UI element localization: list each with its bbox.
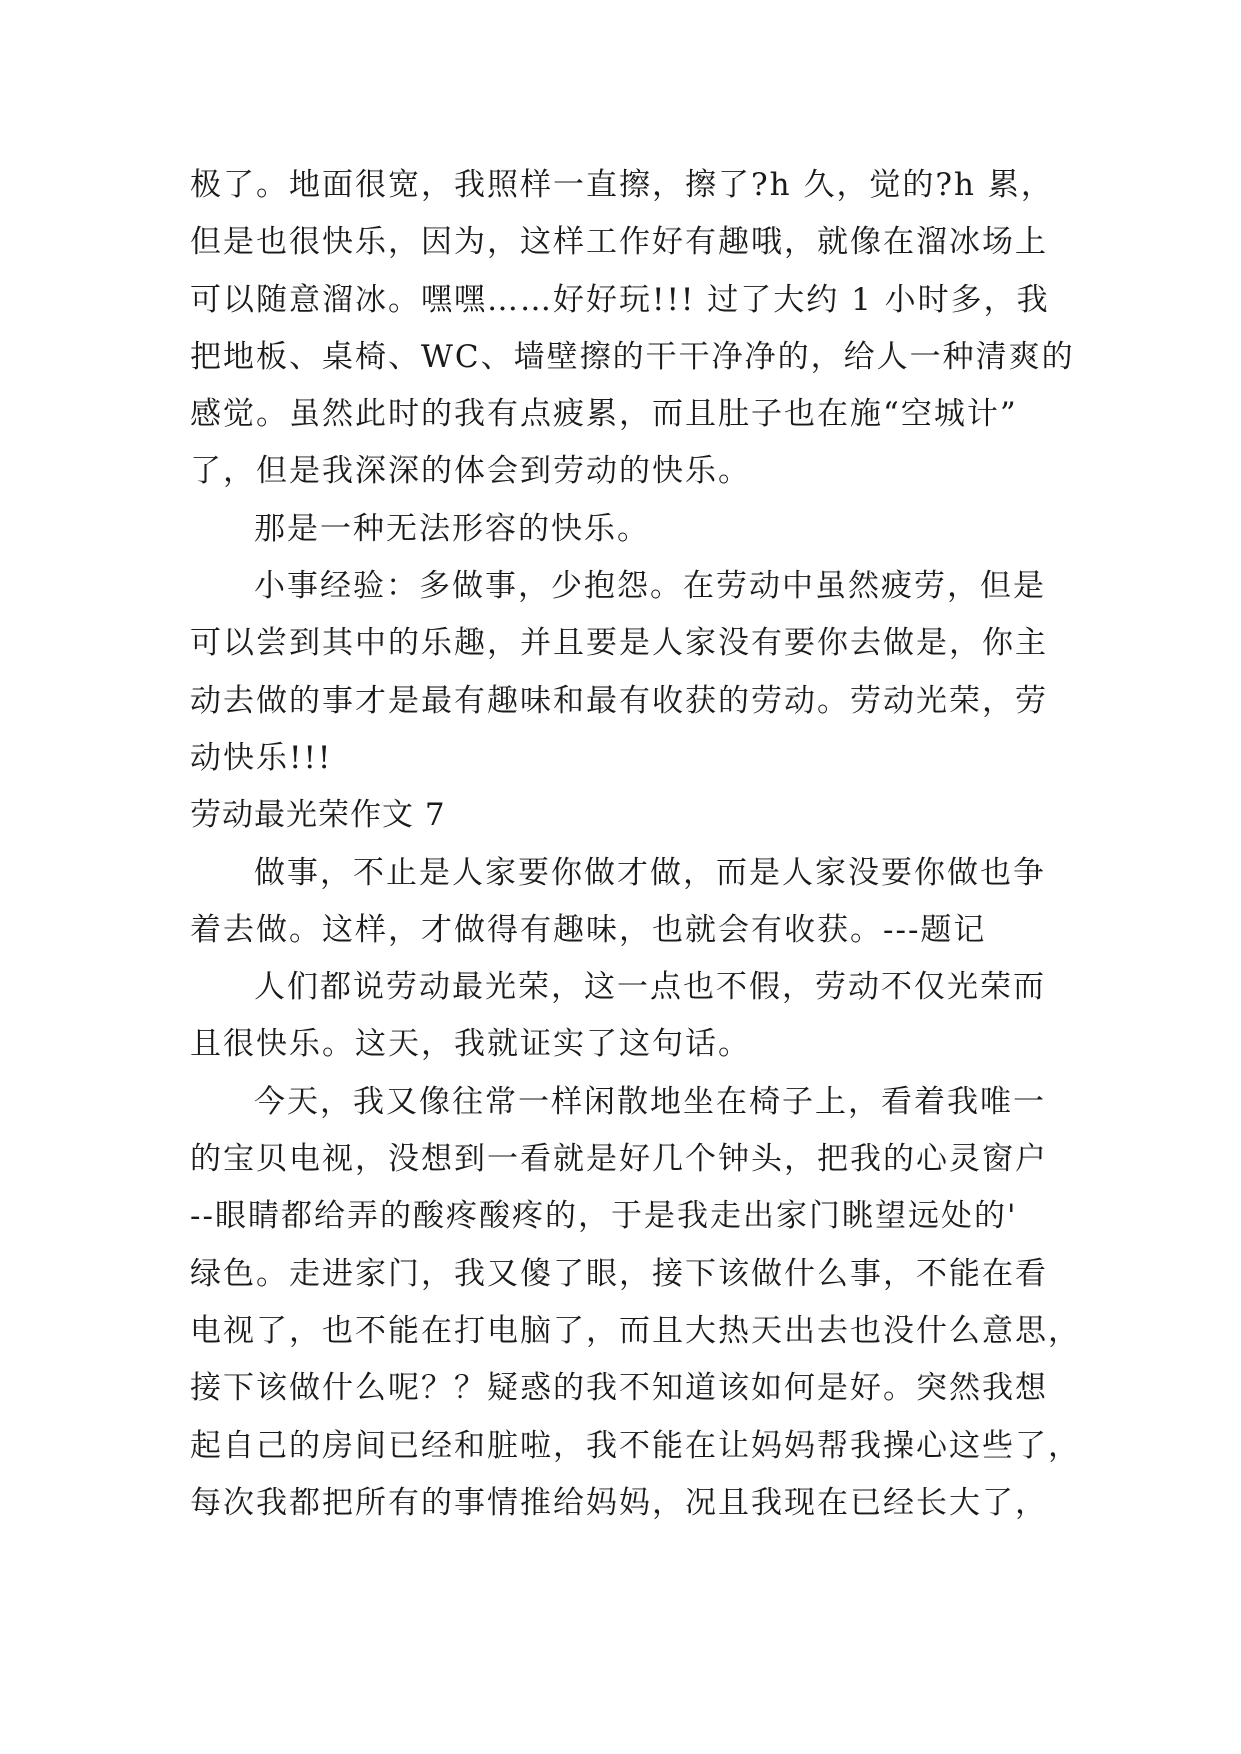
section-heading: 劳动最光荣作文 7 <box>190 797 446 834</box>
text-line: 了，但是我深深的体会到劳动的快乐。 <box>190 453 751 490</box>
text-line: 但是也很快乐，因为，这样工作好有趣哦，就像在溜冰场上 <box>190 224 1048 261</box>
text-line: 绿色。走进家门，我又傻了眼，接下该做什么事，不能在看 <box>190 1255 1048 1292</box>
text-line: 接下该做什么呢？？疑惑的我不知道该如何是好。突然我想 <box>190 1370 1048 1407</box>
document-body <box>190 157 1081 1532</box>
text-line: 可以尝到其中的乐趣，并且要是人家没有要你去做是，你主 <box>190 625 1048 662</box>
text-line: 动快乐!!! <box>190 739 333 776</box>
text-line: 感觉。虽然此时的我有点疲累，而且肚子也在施“空城计” <box>190 396 1018 433</box>
text-line: 每次我都把所有的事情推给妈妈，况且我现在已经长大了， <box>190 1484 1048 1521</box>
text-line: 着去做。这样，才做得有趣味，也就会有收获。---题记 <box>190 911 987 948</box>
text-line: 把地板、桌椅、WC、墙壁擦的干干净净的，给人一种清爽的 <box>190 338 1075 375</box>
text-line: 极了。地面很宽，我照样一直擦，擦了?h 久，觉的?h 累， <box>190 167 1054 203</box>
text-line: 起自己的房间已经和脏啦，我不能在让妈妈帮我操心这些了， <box>190 1427 1081 1464</box>
text-line: 小事经验：多做事，少抱怨。在劳动中虽然疲劳，但是 <box>254 568 1046 605</box>
text-line: 做事，不止是人家要你做才做，而是人家没要你做也争 <box>254 854 1046 891</box>
text-line: 可以随意溜冰。嘿嘿……好好玩!!! 过了大约 1 小时多，我 <box>190 281 1050 318</box>
text-line: 且很快乐。这天，我就证实了这句话。 <box>190 1026 751 1063</box>
text-line: 人们都说劳动最光荣，这一点也不假，劳动不仅光荣而 <box>254 969 1046 1006</box>
text-line: 今天，我又像往常一样闲散地坐在椅子上，看着我唯一 <box>254 1083 1046 1120</box>
text-line: 电视了，也不能在打电脑了，而且大热天出去也没什么意思， <box>190 1312 1081 1349</box>
text-line: --眼睛都给弄的酸疼酸疼的，于是我走出家门眺望远处的' <box>190 1198 1018 1235</box>
text-line: 的宝贝电视，没想到一看就是好几个钟头，把我的心灵窗户 <box>190 1141 1048 1178</box>
text-line: 动去做的事才是最有趣味和最有收获的劳动。劳动光荣，劳 <box>190 682 1048 719</box>
text-line: 那是一种无法形容的快乐。 <box>254 510 650 547</box>
